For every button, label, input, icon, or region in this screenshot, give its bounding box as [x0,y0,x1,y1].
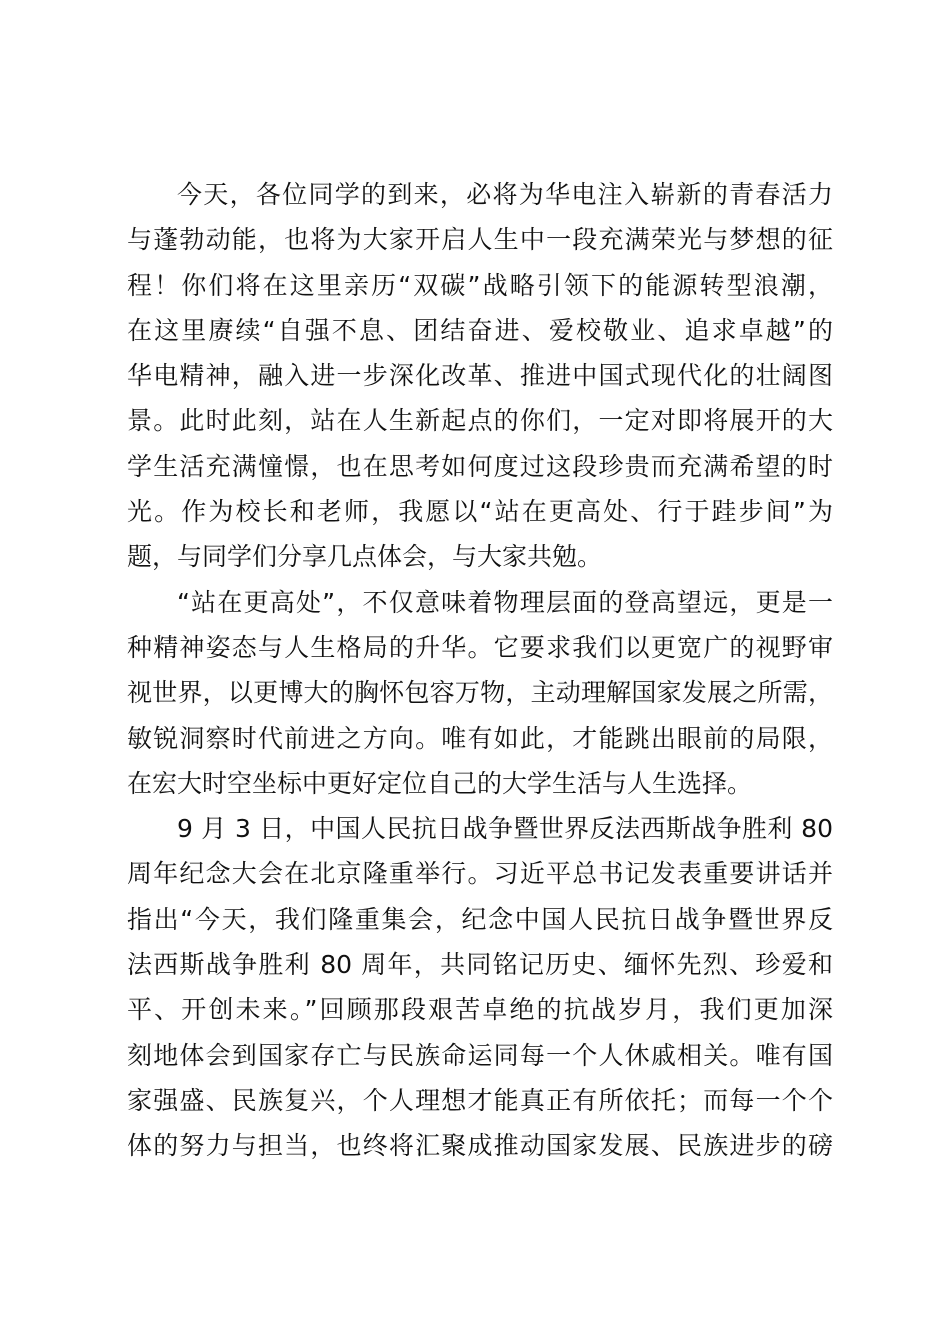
text-line: 今天，各位同学的到来，必将为华电注入崭新的青春活力 [177,180,833,209]
text-line: 平、开创未来。”回顾那段艰苦卓绝的抗战岁月，我们更加深 [127,995,833,1025]
text-line: 光。作为校长和老师，我愿以“站在更高处、行于跬步间”为 [127,497,833,527]
text-line: 景。此时此刻，站在人生新起点的你们，一定对即将展开的大 [127,406,833,436]
text-line: 种精神姿态与人生格局的升华。它要求我们以更宽广的视野审 [127,632,833,662]
text-line: 华电精神，融入进一步深化改革、推进中国式现代化的壮阔图 [127,361,833,391]
paragraph-welcome [127,172,833,580]
text-line: 法西斯战争胜利 80 周年，共同铭记历史、缅怀先烈、珍爱和 [127,950,833,980]
paragraph-stand-higher [127,580,833,806]
text-line: 刻地体会到国家存亡与民族命运同每一个人休戚相关。唯有国 [127,1040,833,1070]
text-line: 在宏大时空坐标中更好定位自己的大学生活与人生选择。 [127,768,753,798]
text-line: 周年纪念大会在北京隆重举行。习近平总书记发表重要讲话并 [127,859,833,889]
paragraph-commemoration [127,806,833,1168]
text-line: 指出“今天，我们隆重集会，纪念中国人民抗日战争暨世界反 [127,904,833,934]
text-line: 9 月 3 日，中国人民抗日战争暨世界反法西斯战争胜利 80 [177,814,833,844]
document-body [127,172,833,1169]
text-line: 敏锐洞察时代前进之方向。唯有如此，才能跳出眼前的局限， [127,723,833,753]
text-line: 题，与同学们分享几点体会，与大家共勉。 [127,542,603,572]
text-line: “站在更高处”，不仅意味着物理层面的登高望远，更是一 [177,587,833,617]
text-line: 家强盛、民族复兴，个人理想才能真正有所依托；而每一个个 [127,1085,833,1115]
text-line: 体的努力与担当，也终将汇聚成推动国家发展、民族进步的磅 [127,1131,833,1161]
text-line: 在这里赓续“自强不息、团结奋进、爱校敬业、追求卓越”的 [127,315,833,345]
text-line: 视世界，以更博大的胸怀包容万物，主动理解国家发展之所需， [127,678,833,708]
text-line: 与蓬勃动能，也将为大家开启人生中一段充满荣光与梦想的征 [127,225,833,255]
text-line: 程！你们将在这里亲历“双碳”战略引领下的能源转型浪潮， [127,270,833,300]
text-line: 学生活充满憧憬，也在思考如何度过这段珍贵而充满希望的时 [127,451,833,481]
